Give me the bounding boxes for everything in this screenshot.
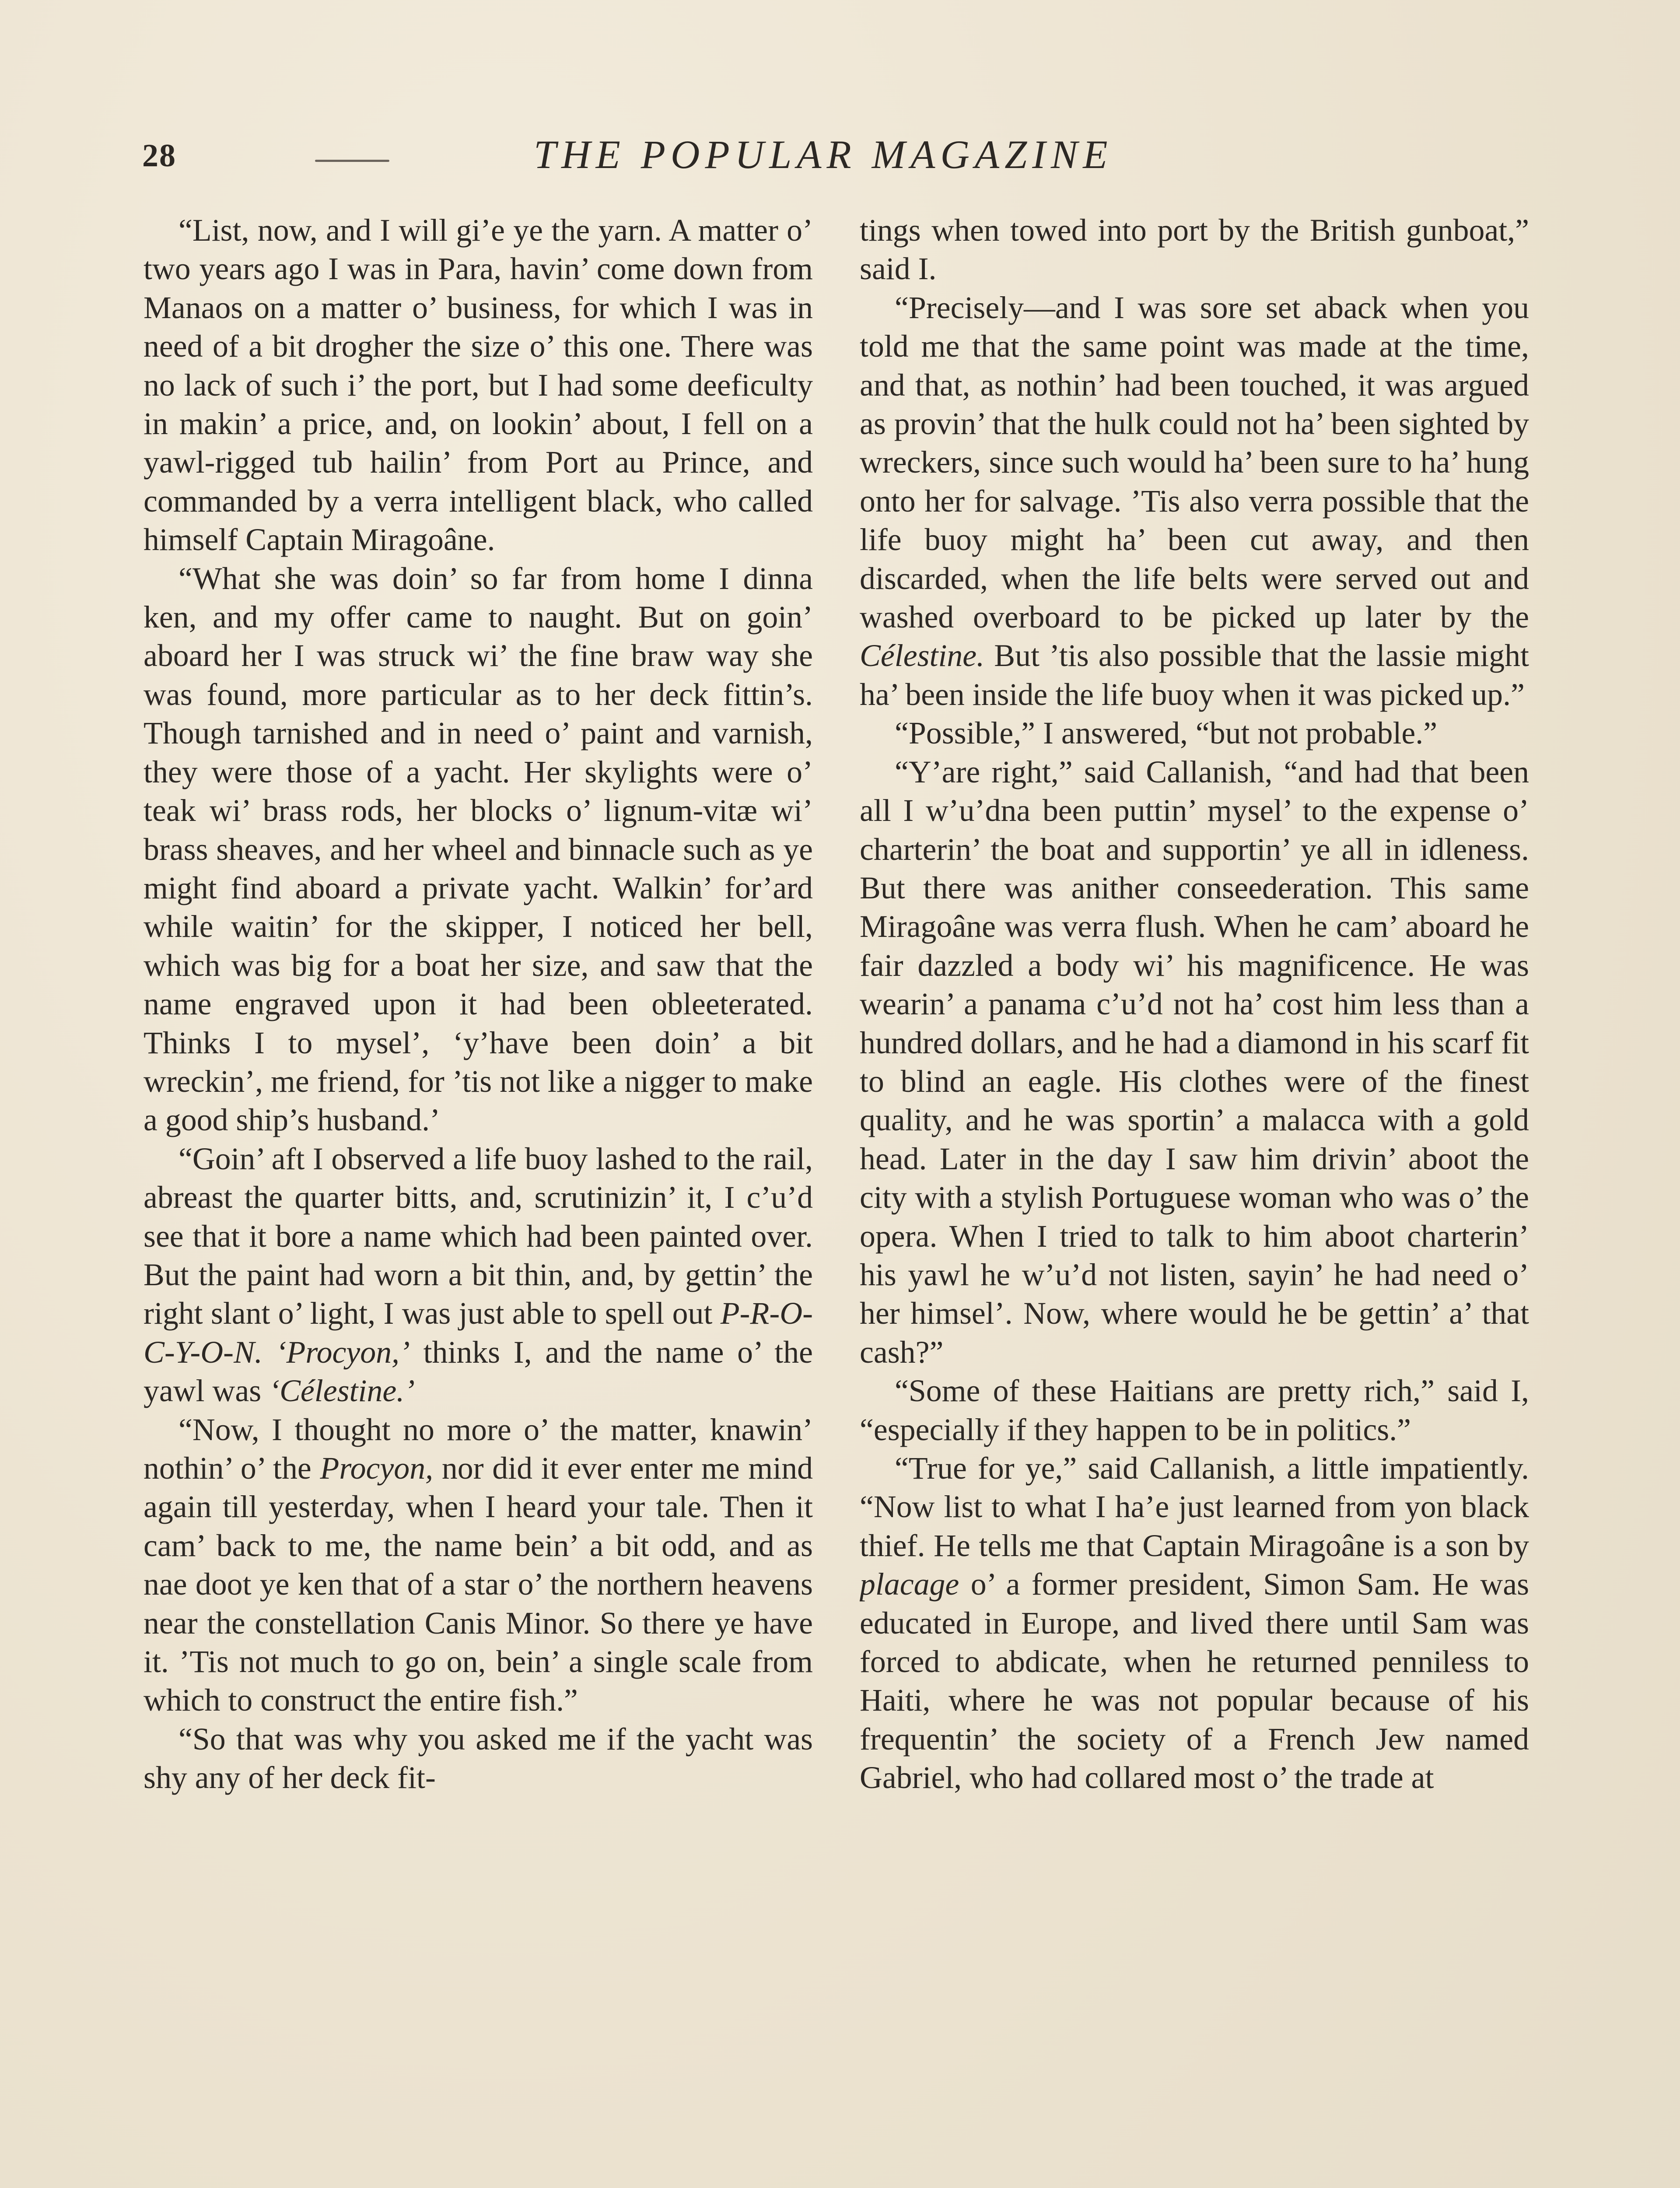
italic-word: placage bbox=[860, 1567, 959, 1602]
yawl-name: ‘Célestine.’ bbox=[269, 1373, 415, 1409]
spelled-name: P-R-O-C-Y-O-N. bbox=[144, 1296, 813, 1370]
magazine-title: THE POPULAR MAGAZINE bbox=[534, 132, 1113, 177]
paragraph: “Some of these Haitians are pretty rich,” said I, “especially if they happen to be in politics.” bbox=[860, 1373, 1529, 1447]
left-column bbox=[144, 211, 813, 2188]
paragraph: “True for ye,” said Callanish, a little impatiently. “Now list to what I ha’e just learned from yon black thief. He tells me that Captain Miragoâne is a son by placage o’ a former president, Simon Sam. He was educated in Europe, and lived there until Sam was forced to abdicate, when he returned penniless to Haiti, where he was not popular because of his frequentin’ the society of a French Jew named Gabriel, who had collared most o’ the trade at bbox=[860, 1451, 1529, 1795]
right-column bbox=[860, 211, 1529, 2188]
paragraph: “Now, I thought no more o’ the matter, knawin’ nothin’ o’ the Procyon, nor did it ever enter me mind again till yesterday, when I heard your tale. Then it cam’ back to me, the name bein’ a bit odd, and as nae doot ye ken that of a star o’ the northern heavens near the constellation Canis Minor. So there ye have it. ’Tis not much to go on, bein’ a single scale from which to construct the entire fish.” bbox=[144, 1412, 813, 1718]
page-number: 28 bbox=[142, 138, 176, 174]
paragraph: “So that was why you asked me if the yacht was shy any of her deck fit- bbox=[144, 1721, 813, 1795]
paragraph: “Y’are right,” said Callanish, “and had that been all I w’u’dna been puttin’ mysel’ to the expense o’ charterin’ the boat and supportin’ ye all in idleness. But there was anither conseederation. This same Miragoâne was verra flush. When he cam’ aboard he fair dazzled a body wi’ his magnificence. He was wearin’ a panama c’u’d not ha’ cost him less than a hundred dollars, and he had a diamond in his scarf fit to blind an eagle. His clothes were of the finest quality, and he was sportin’ a malacca with a gold head. Later in the day I saw him drivin’ aboot the city with a stylish Portuguese woman who was o’ the opera. When I tried to talk to him aboot charterin’ his yawl he w’u’d not listen, sayin’ he had need o’ her himsel’. Now, where would he be gettin’ a’ that cash?” bbox=[860, 754, 1529, 1370]
ship-name: Procyon, bbox=[320, 1451, 434, 1486]
paragraph: “Goin’ aft I observed a life buoy lashed to the rail, abreast the quarter bitts, and, scrutinizin’ it, I c’u’d see that it bore a name which had been painted over. But the paint had worn a bit thin, and, by gettin’ the right slant o’ light, I was just able to spell out P-R-O-C-Y-O-N. ‘Procyon,’ thinks I, and the name o’ the yawl was ‘Célestine.’ bbox=[144, 1141, 813, 1409]
paragraph: tings when towed into port by the British gunboat,” said I. bbox=[860, 213, 1529, 287]
paragraph: “What she was doin’ so far from home I dinna ken, and my offer came to naught. But on goin’ aboard her I was struck wi’ the fine braw way she was found, more particular as to her deck fittin’s. Though tarnished and in need o’ paint and varnish, they were those of a yacht. Her skylights were o’ teak wi’ brass rods, her blocks o’ lignum-vitæ wi’ brass sheaves, and her wheel and binnacle such as ye might find aboard a private yacht. Walkin’ for’ard while waitin’ for the skipper, I noticed her bell, which was big for a boat her size, and saw that the name engraved upon it had been obleeterated. Thinks I to mysel’, ‘y’have been doin’ a bit wreckin’, me friend, for ’tis not like a nigger to make a good ship’s husband.’ bbox=[144, 561, 813, 1138]
paragraph: “Possible,” I answered, “but not probable.” bbox=[895, 715, 1438, 751]
paragraph: “Precisely—and I was sore set aback when you told me that the same point was made at the time, and that, as nothin’ had been touched, it was argued as provin’ that the hulk could not ha’ been sighted by wreckers, since such would ha’ been sure to ha’ hung onto her for salvage. ’Tis also verra possible that the life buoy might ha’ been cut away, and then discarded, when the life belts were served out and washed overboard to be picked up later by the Célestine. But ’tis also possible that the lassie might ha’ been inside the life buoy when it was picked up.” bbox=[860, 290, 1529, 712]
paragraph: “List, now, and I will gi’e ye the yarn. A matter o’ two years ago I was in Para, havin’ come down from Manaos on a matter o’ business, for which I was in need of a bit drogher the size o’ this one. There was no lack of such i’ the port, but I had some deeficulty in makin’ a price, and, on lookin’ about, I fell on a yawl-rigged tub hailin’ from Port au Prince, and commanded by a verra intelligent black, who called himself Captain Miragoâne. bbox=[144, 213, 813, 558]
quoted-name: ‘Procyon,’ bbox=[276, 1334, 410, 1370]
page-header bbox=[142, 131, 1131, 179]
ship-name: Célestine. bbox=[860, 638, 985, 673]
header-rule bbox=[315, 160, 389, 162]
